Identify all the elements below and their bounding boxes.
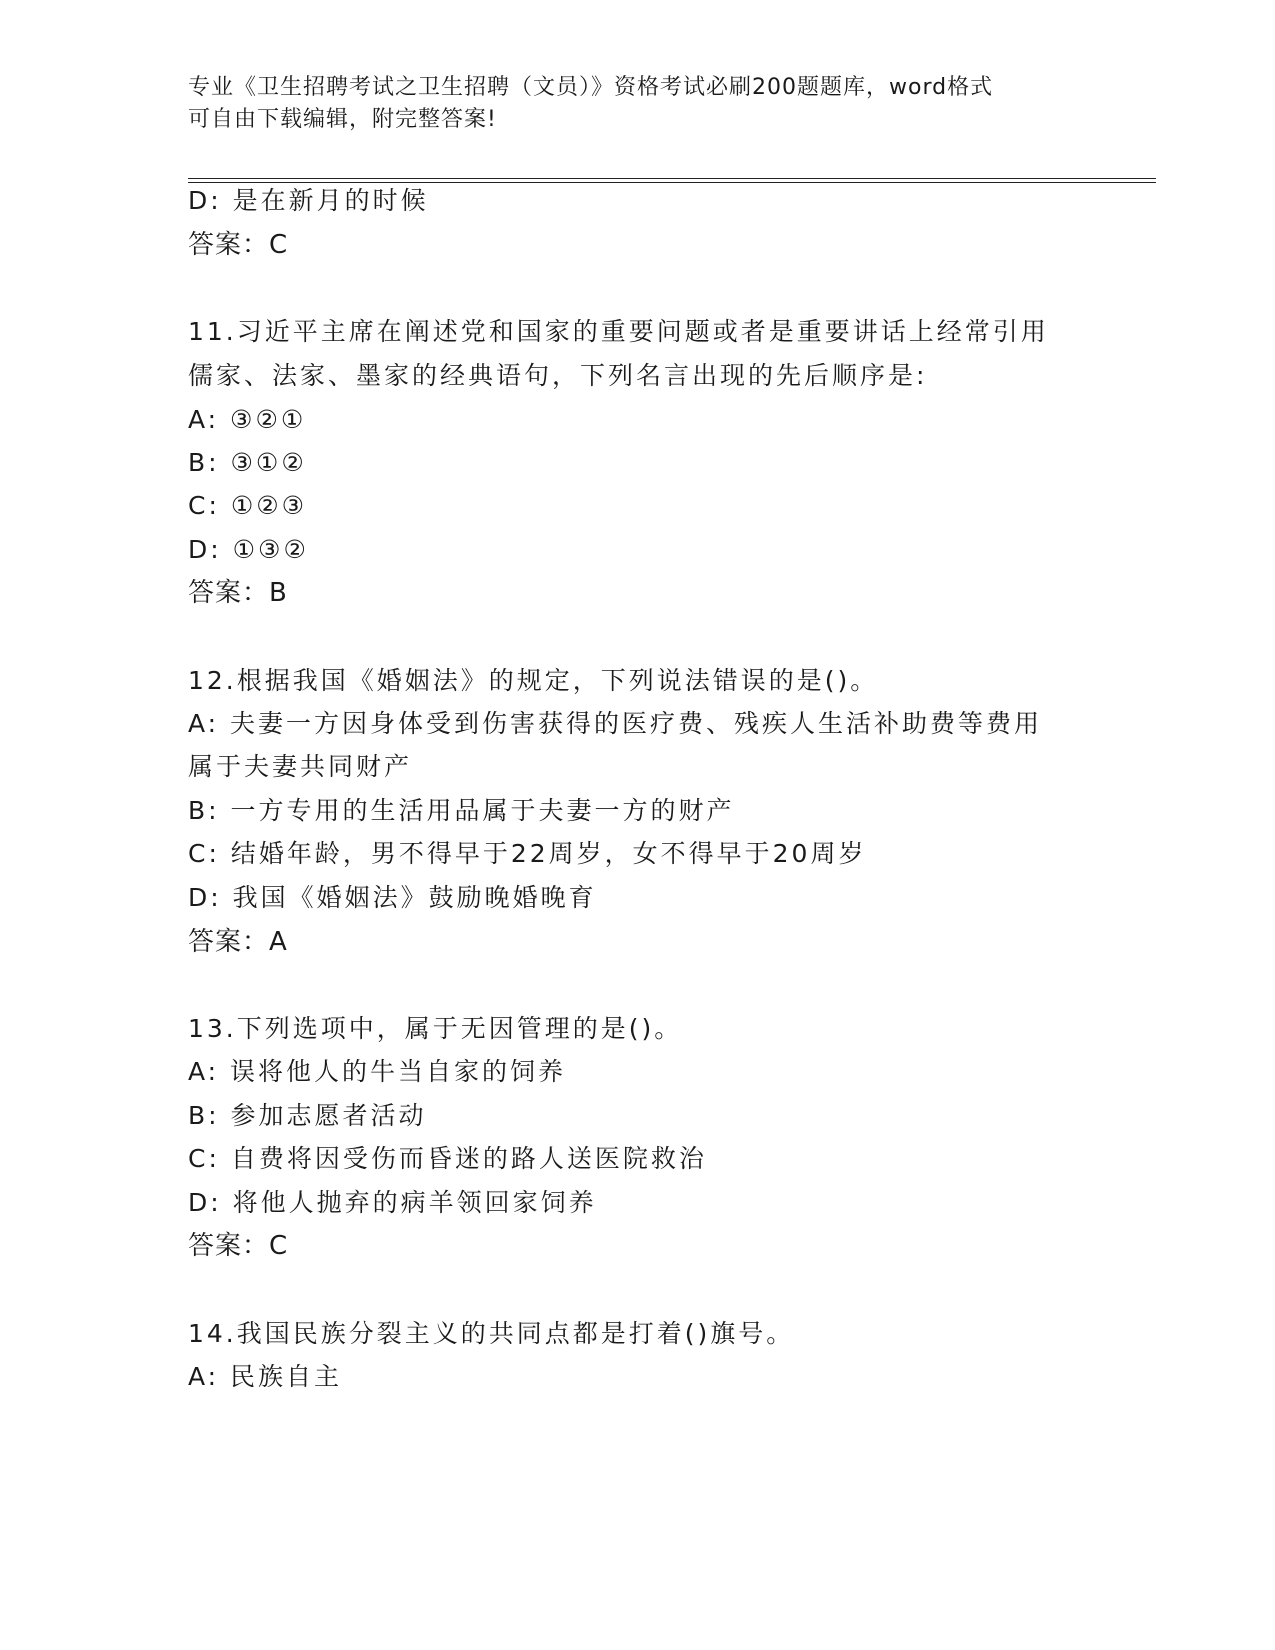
q12-answer: 答案：A bbox=[188, 927, 288, 957]
header-rule-bottom bbox=[188, 182, 1156, 183]
q12-option-b: B: 一方专用的生活用品属于夫妻一方的财产 bbox=[188, 796, 735, 825]
q11-option-a: A: ③②① bbox=[188, 405, 307, 434]
q13-stem: 13.下列选项中，属于无因管理的是()。 bbox=[188, 1014, 683, 1043]
q12-option-a-line1: A: 夫妻一方因身体受到伤害获得的医疗费、残疾人生活补助费等费用 bbox=[188, 709, 1043, 738]
q10-option-d: D: 是在新月的时候 bbox=[188, 186, 429, 215]
q11-option-b: B: ③①② bbox=[188, 448, 307, 477]
header-title-line2: 可自由下载编辑，附完整答案! bbox=[188, 107, 497, 132]
q13-option-b: B: 参加志愿者活动 bbox=[188, 1101, 427, 1130]
q12-option-a-line2: 属于夫妻共同财产 bbox=[188, 752, 413, 781]
q10-answer: 答案：C bbox=[188, 230, 289, 260]
q14-option-a: A: 民族自主 bbox=[188, 1362, 343, 1391]
q12-stem: 12.根据我国《婚姻法》的规定，下列说法错误的是()。 bbox=[188, 666, 879, 695]
header-rule-top bbox=[188, 178, 1156, 179]
q11-stem-line1: 11.习近平主席在阐述党和国家的重要问题或者是重要讲话上经常引用 bbox=[188, 317, 1049, 346]
header-title-line1: 专业《卫生招聘考试之卫生招聘（文员）》资格考试必刷200题题库，word格式 bbox=[188, 75, 994, 100]
q12-option-d: D: 我国《婚姻法》鼓励晚婚晚育 bbox=[188, 883, 597, 912]
q14-stem: 14.我国民族分裂主义的共同点都是打着()旗号。 bbox=[188, 1319, 795, 1348]
q11-stem-line2: 儒家、法家、墨家的经典语句，下列名言出现的先后顺序是: bbox=[188, 361, 928, 390]
q11-answer: 答案：B bbox=[188, 578, 288, 608]
q12-option-c: C: 结婚年龄，男不得早于22周岁，女不得早于20周岁 bbox=[188, 839, 867, 868]
q11-option-c: C: ①②③ bbox=[188, 491, 308, 520]
q13-answer: 答案：C bbox=[188, 1231, 289, 1261]
q13-option-a: A: 误将他人的牛当自家的饲养 bbox=[188, 1057, 567, 1086]
q11-option-d: D: ①③② bbox=[188, 535, 309, 564]
q13-option-c: C: 自费将因受伤而昏迷的路人送医院救治 bbox=[188, 1144, 707, 1173]
q13-option-d: D: 将他人抛弃的病羊领回家饲养 bbox=[188, 1188, 597, 1217]
document-header bbox=[188, 72, 1068, 136]
